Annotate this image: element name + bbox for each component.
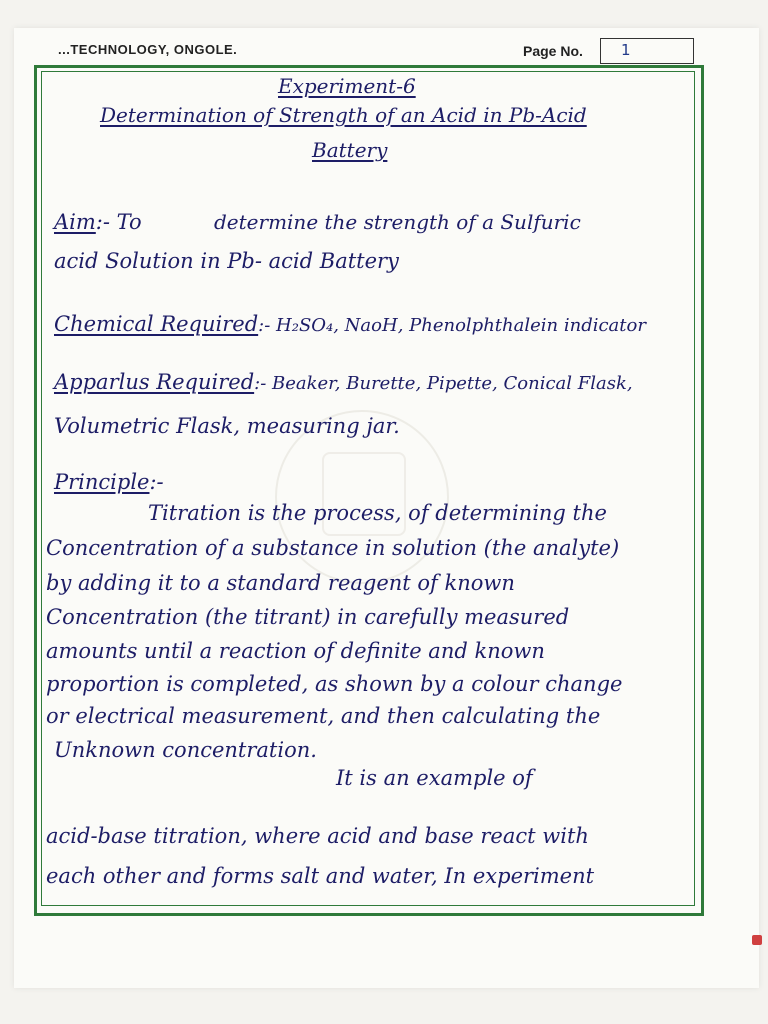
principle-line: or electrical measurement, and then calculating the xyxy=(46,704,601,728)
aim-text-line2: acid Solution in Pb- acid Battery xyxy=(54,249,399,273)
apparatus-line1: Apparlus Required:- Beaker, Burette, Pipette, Conical Flask, xyxy=(54,370,633,394)
experiment-title: Determination of Strength of an Acid in Pb-Acid xyxy=(100,103,587,127)
apparatus-line2: Volumetric Flask, measuring jar. xyxy=(54,414,400,438)
chemicals-line: Chemical Required:- H₂SO₄, NaoH, Phenolphthalein indicator xyxy=(54,312,646,336)
principle-line: It is an example of xyxy=(336,766,533,790)
principle-line: amounts until a reaction of definite and known xyxy=(46,639,545,663)
principle-line: Unknown concentration. xyxy=(54,738,317,762)
institute-name: ...TECHNOLOGY, ONGOLE. xyxy=(58,42,238,57)
principle-heading: Principle:- xyxy=(54,470,164,494)
page-number-label: Page No. xyxy=(523,43,583,59)
principle-line: Concentration (the titrant) in carefully measured xyxy=(46,605,570,629)
principle-line: proportion is completed, as shown by a colour change xyxy=(46,672,623,696)
principle-line: by adding it to a standard reagent of known xyxy=(46,571,515,595)
principle-line: Concentration of a substance in solution (the analyte) xyxy=(46,536,620,560)
experiment-number: Experiment-6 xyxy=(278,74,416,98)
principle-line: acid-base titration, where acid and base react with xyxy=(46,824,589,848)
principle-line: Titration is the process, of determining the xyxy=(148,501,607,525)
page-header xyxy=(34,38,694,64)
page-number-box xyxy=(600,38,694,64)
aim-text-line1: determine the strength of a Sulfuric xyxy=(214,210,581,234)
aim-heading: Aim:- To xyxy=(54,210,142,234)
corner-mark xyxy=(752,935,762,945)
page-number: 1 xyxy=(621,41,631,59)
experiment-title-cont: Battery xyxy=(312,138,388,162)
principle-line: each other and forms salt and water, In experiment xyxy=(46,864,595,888)
